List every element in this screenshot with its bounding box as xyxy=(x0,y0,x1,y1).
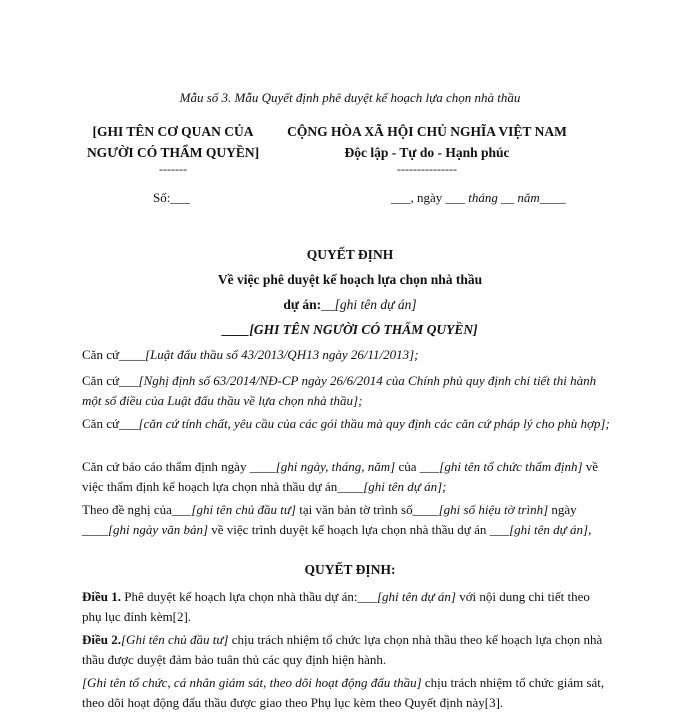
basis-prefix: Căn cứ___ xyxy=(82,416,139,431)
authority-line: ____[GHI TÊN NGƯỜI CÓ THẨM QUYỀN] xyxy=(222,322,478,337)
agency-line-2: NGƯỜI CÓ THẨM QUYỀN] xyxy=(86,145,260,160)
article-text: với nội dung chi tiết theo phụ lục đính kèm[2]. xyxy=(82,589,590,624)
legal-basis-2 xyxy=(82,371,612,411)
date-prefix: ___, ngày ___ xyxy=(391,190,469,205)
agency-header xyxy=(78,121,268,163)
nation-divider: --------------- xyxy=(397,162,457,176)
proposal-text: tại văn bản tờ trình số____ xyxy=(295,502,439,517)
nation-name: CỘNG HÒA XÃ HỘI CHỦ NGHĨA VIỆT NAM xyxy=(287,124,567,139)
proposal-text: về việc trình duyệt kế hoạch lựa chọn nhà thầu dự án ___ xyxy=(208,522,510,537)
basis-prefix: Căn cứ báo cáo thẩm định ngày ____ xyxy=(82,459,276,474)
basis-prefix: Căn cứ____ xyxy=(82,347,146,362)
project-line xyxy=(0,297,700,313)
national-motto xyxy=(272,121,582,163)
proposal-number: [ghi số hiệu tờ trình] xyxy=(438,502,549,517)
project-value: __[ghi tên dự án] xyxy=(321,297,417,312)
date-year: năm____ xyxy=(517,190,566,205)
legal-basis-3 xyxy=(82,414,612,434)
article-investor: [Ghi tên chủ đầu tư] xyxy=(121,632,229,647)
basis-text: về việc thẩm định kế hoạch lựa chọn nhà thầu dự án____ xyxy=(82,459,599,494)
project-label: dự án: xyxy=(283,297,322,312)
basis-text: của ___ xyxy=(395,459,440,474)
article-label: Điều 1. xyxy=(82,589,121,604)
legal-basis-1 xyxy=(82,345,612,365)
basis-text: [Nghị định số 63/2014/NĐ-CP ngày 26/6/2014 của Chính phủ quy định chi tiết thi hành một số điều của Luật đấu thầu về lựa chọn nhà thầu]; xyxy=(82,373,597,408)
basis-date: [ghi ngày, tháng, năm] xyxy=(275,459,396,474)
agency-line-1: [GHI TÊN CƠ QUAN CỦA xyxy=(92,124,254,139)
article-text: chịu trách nhiệm tổ chức lựa chọn nhà thầu theo kế hoạch lựa chọn nhà thầu được duyệt đảm bảo tuân thủ các quy định hiện hành. xyxy=(82,632,603,667)
legal-basis-4 xyxy=(82,457,612,497)
article-supervisor: [Ghi tên tổ chức, cá nhân giám sát, theo dõi hoạt động đấu thầu] xyxy=(82,675,422,690)
article-text: chịu trách nhiệm tổ chức giám sát, theo dõi hoạt động đấu thầu được giao theo Phụ lục kèm theo Quyết định này[3]. xyxy=(82,675,605,710)
article-2-supervision xyxy=(82,673,612,713)
document-date xyxy=(391,190,566,206)
article-2 xyxy=(82,630,612,670)
article-text: Phê duyệt kế hoạch lựa chọn nhà thầu dự án:___ xyxy=(121,589,377,604)
form-caption: Mẫu số 3. Mẫu Quyết định phê duyệt kế hoạch lựa chọn nhà thầu xyxy=(179,90,521,105)
nation-motto: Độc lập - Tự do - Hạnh phúc xyxy=(344,145,510,160)
proposal-paragraph xyxy=(82,500,612,540)
basis-text: [căn cứ tính chất, yêu cầu của các gói thầu mà quy định các căn cứ pháp lý cho phù hợp]; xyxy=(138,416,610,431)
basis-prefix: Căn cứ___ xyxy=(82,373,139,388)
article-project: [ghi tên dự án] xyxy=(376,589,456,604)
date-month: tháng __ xyxy=(468,190,518,205)
proposal-text: ngày ____ xyxy=(82,502,577,537)
basis-org: [ghi tên tổ chức thẩm định] xyxy=(439,459,583,474)
basis-project: [ghi tên dự án]; xyxy=(363,479,447,494)
decision-heading: QUYẾT ĐỊNH: xyxy=(304,562,396,577)
article-label: Điều 2. xyxy=(82,632,121,647)
proposal-text: Theo đề nghị của___ xyxy=(82,502,192,517)
document-number: Số:___ xyxy=(153,190,190,205)
basis-text: [Luật đấu thầu số 43/2013/QH13 ngày 26/11/2013]; xyxy=(145,347,419,362)
proposal-investor: [ghi tên chủ đầu tư] xyxy=(191,502,296,517)
agency-divider: ------- xyxy=(159,162,187,176)
article-1 xyxy=(82,587,612,627)
decision-title: QUYẾT ĐỊNH xyxy=(306,247,394,262)
proposal-project: [ghi tên dự án], xyxy=(509,522,592,537)
proposal-date: [ghi ngày văn bản] xyxy=(108,522,209,537)
decision-subject: Về việc phê duyệt kế hoạch lựa chọn nhà thầu xyxy=(217,272,483,287)
